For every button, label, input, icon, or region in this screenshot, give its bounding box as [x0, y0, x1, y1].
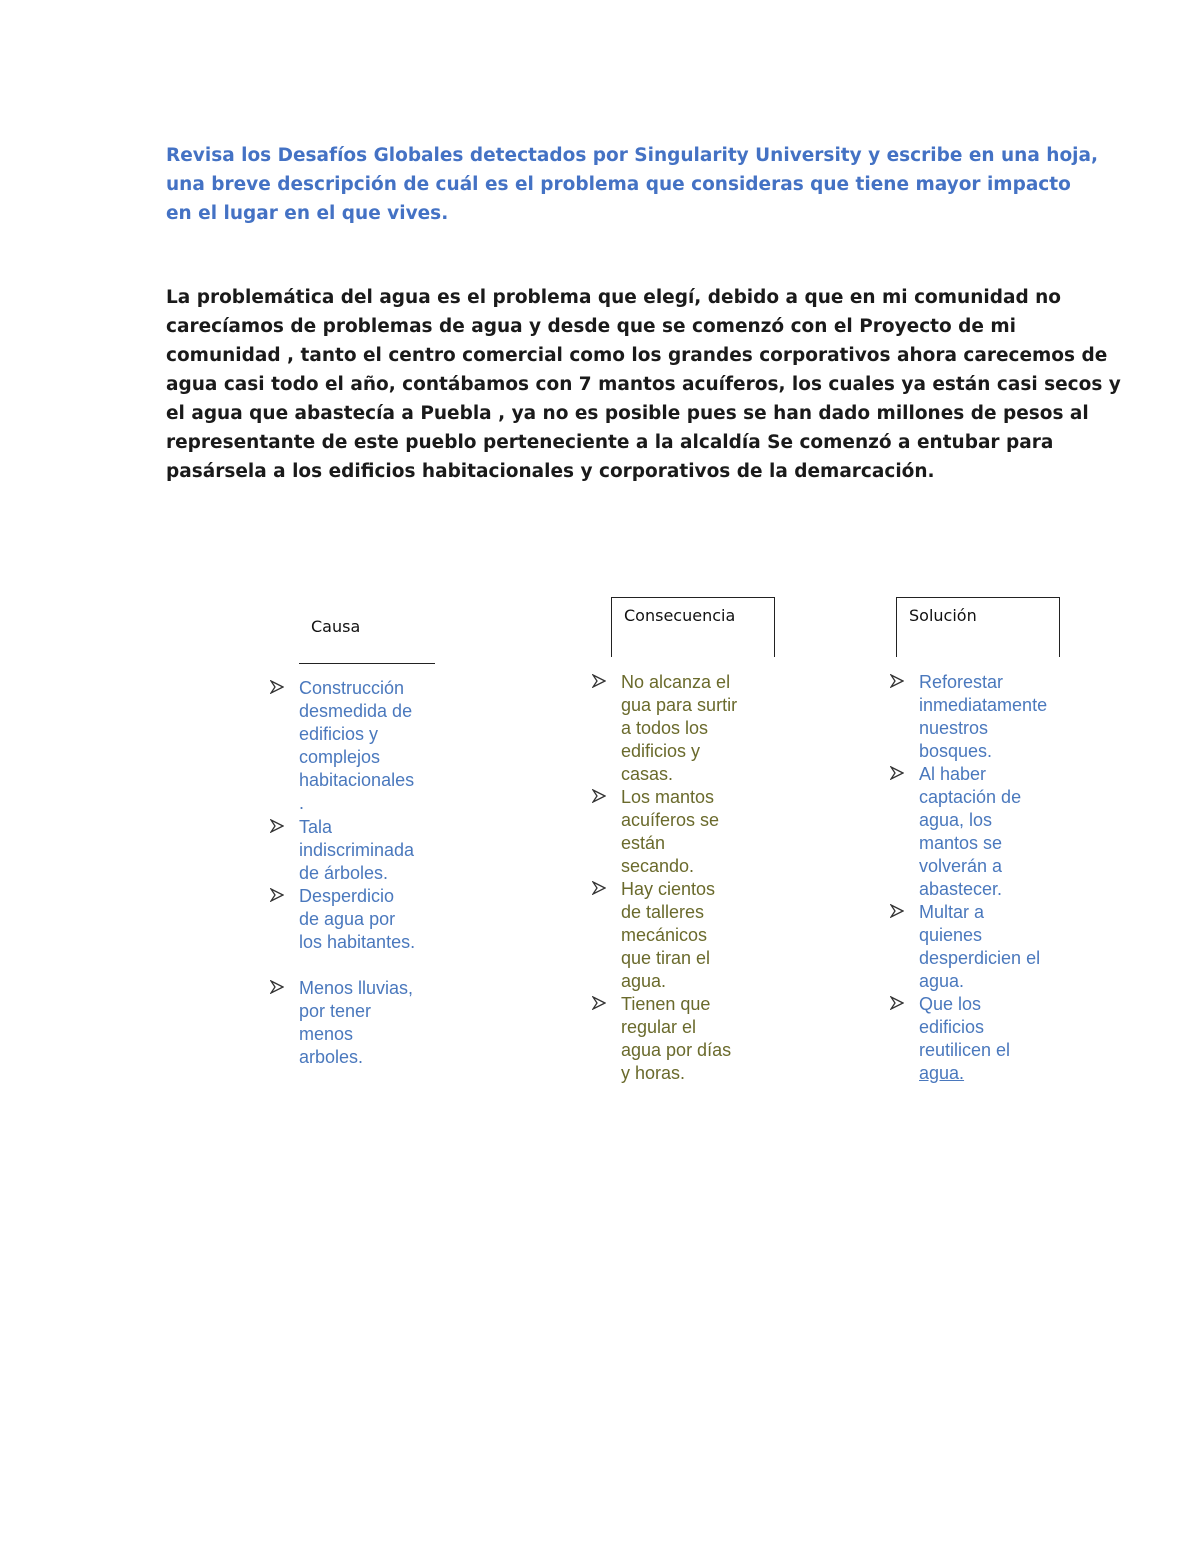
answer-line: La problemática del agua es el problema que elegí, debido a que en mi comunidad no: [166, 287, 1062, 308]
answer-line: comunidad , tanto el centro comercial como los grandes corporativos ahora carecemos de: [166, 345, 1108, 366]
arrow-bullet-icon: [890, 766, 904, 780]
consecuencia-item-text: Tienen que regular el agua por días y horas.: [621, 994, 732, 1083]
solucion-item-text: Que los edificios reutilicen el: [919, 994, 1011, 1060]
arrow-bullet-icon: [890, 904, 904, 918]
solucion-item-text: Multar a quienes desperdicien el agua.: [919, 902, 1041, 991]
answer-line: agua casi todo el año, contábamos con 7 mantos acuíferos, los cuales ya están casi secos y: [166, 374, 1121, 395]
arrow-bullet-icon: [592, 996, 606, 1010]
causa-item: [270, 885, 440, 954]
solucion-item-underlined-text: agua.: [919, 1063, 965, 1083]
arrow-bullet-icon: [592, 881, 606, 895]
answer-line: el agua que abastecía a Puebla , ya no es posible pues se han dado millones de pesos al: [166, 403, 1089, 424]
arrow-bullet-icon: [890, 674, 904, 688]
answer-line: pasársela a los edificios habitacionales y corporativos de la demarcación.: [166, 461, 935, 482]
solucion-item-text: Al haber captación de agua, los mantos se volverán a abastecer.: [919, 764, 1022, 899]
prompt-line: una breve descripción de cuál es el problema que consideras que tiene mayor impacto: [166, 174, 1071, 195]
arrow-bullet-icon: [270, 888, 284, 902]
causa-item-text: Desperdicio de agua por los habitantes.: [299, 886, 416, 952]
consecuencia-item: [592, 671, 772, 786]
consecuencia-header-box: [611, 597, 775, 657]
solucion-item-text: Reforestar inmediatamente nuestros bosques.: [919, 672, 1048, 761]
arrow-bullet-icon: [270, 980, 284, 994]
arrow-bullet-icon: [270, 680, 284, 694]
solucion-header: Solución: [909, 606, 977, 625]
causa-item: [270, 816, 440, 885]
causa-item-text: Tala indiscriminada de árboles.: [299, 817, 415, 883]
assignment-prompt: [166, 141, 1099, 228]
answer-line: carecíamos de problemas de agua y desde que se comenzó con el Proyecto de mi: [166, 316, 1016, 337]
consecuencia-item-text: Los mantos acuíferos se están secando.: [621, 787, 720, 876]
arrow-bullet-icon: [592, 674, 606, 688]
consecuencia-item-text: Hay cientos de talleres mecánicos que tiran el agua.: [621, 879, 716, 991]
causa-header-underline: [299, 663, 435, 664]
consecuencia-list: [592, 671, 772, 1085]
arrow-bullet-icon: [890, 996, 904, 1010]
solucion-item: [890, 671, 1070, 763]
causa-item: [270, 677, 440, 815]
consecuencia-item: [592, 786, 772, 878]
causa-item-text: Construcción desmedida de edificios y complejos habitacionales .: [299, 678, 415, 813]
causa-list: [270, 677, 440, 1069]
solucion-item: [890, 993, 1070, 1085]
consecuencia-item: [592, 878, 772, 993]
causa-header: Causa: [311, 617, 361, 636]
solucion-item: [890, 901, 1070, 993]
answer-line: representante de este pueblo perteneciente a la alcaldía Se comenzó a entubar para: [166, 432, 1054, 453]
prompt-line: en el lugar en el que vives.: [166, 203, 449, 224]
prompt-line: Revisa los Desafíos Globales detectados por Singularity University y escribe en una hoja,: [166, 145, 1099, 166]
answer-paragraph: [166, 283, 1121, 486]
causa-item-text: Menos lluvias, por tener menos arboles.: [299, 978, 414, 1067]
consecuencia-item: [592, 993, 772, 1085]
solucion-list: [890, 671, 1070, 1085]
arrow-bullet-icon: [592, 789, 606, 803]
solucion-header-box: [896, 597, 1060, 657]
arrow-bullet-icon: [270, 819, 284, 833]
causa-item: [270, 977, 440, 1069]
consecuencia-item-text: No alcanza el gua para surtir a todos los edificios y casas.: [621, 672, 738, 784]
solucion-item: [890, 763, 1070, 901]
consecuencia-header: Consecuencia: [624, 606, 736, 625]
